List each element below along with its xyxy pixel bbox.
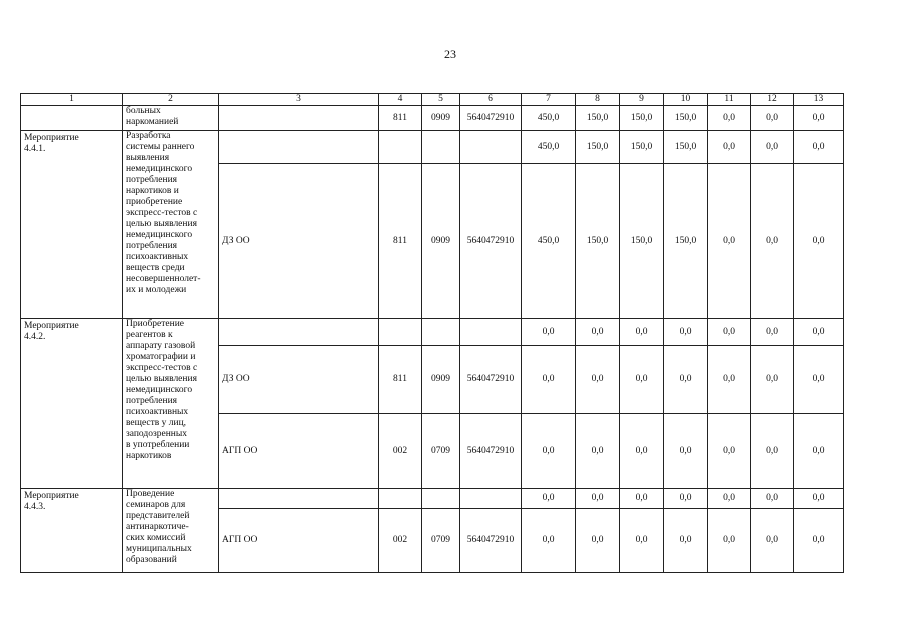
value-cell: 0,0 xyxy=(708,489,751,509)
description-cell: больных наркоманией xyxy=(123,106,219,131)
value-cell: 0,0 xyxy=(794,489,844,509)
value-cell: 0,0 xyxy=(751,131,794,164)
value-cell: 0,0 xyxy=(664,489,708,509)
description-cell: Проведение семинаров для представителей антинаркотиче- ских комиссий муниципальных образований xyxy=(123,489,219,573)
executor-cell xyxy=(219,106,379,131)
value-cell: 0,0 xyxy=(522,509,576,573)
value-cell: 0,0 xyxy=(576,319,620,346)
code-cell: 5640472910 xyxy=(460,106,522,131)
code-cell xyxy=(460,319,522,346)
value-cell: 150,0 xyxy=(620,106,664,131)
value-cell: 0,0 xyxy=(751,106,794,131)
event-cell xyxy=(21,106,123,131)
executor-cell xyxy=(219,131,379,164)
header-cell: 10 xyxy=(664,94,708,106)
event-cell: Мероприятие 4.4.1. xyxy=(21,131,123,319)
value-cell: 450,0 xyxy=(522,106,576,131)
value-cell: 0,0 xyxy=(664,346,708,414)
code-cell: 5640472910 xyxy=(460,414,522,489)
code-cell xyxy=(460,131,522,164)
code-cell xyxy=(379,489,422,509)
code-cell: 0909 xyxy=(422,106,460,131)
value-cell: 0,0 xyxy=(708,319,751,346)
executor-cell: ДЗ ОО xyxy=(219,164,379,319)
header-cell: 3 xyxy=(219,94,379,106)
value-cell: 0,0 xyxy=(620,319,664,346)
value-cell: 0,0 xyxy=(522,414,576,489)
code-cell: 0709 xyxy=(422,414,460,489)
header-cell: 13 xyxy=(794,94,844,106)
value-cell: 0,0 xyxy=(794,106,844,131)
code-cell: 0909 xyxy=(422,164,460,319)
header-cell: 11 xyxy=(708,94,751,106)
header-cell: 6 xyxy=(460,94,522,106)
executor-cell: АГП ОО xyxy=(219,509,379,573)
code-cell: 811 xyxy=(379,106,422,131)
value-cell: 0,0 xyxy=(708,414,751,489)
code-cell: 5640472910 xyxy=(460,164,522,319)
header-cell: 12 xyxy=(751,94,794,106)
value-cell: 0,0 xyxy=(708,164,751,319)
value-cell: 0,0 xyxy=(794,414,844,489)
code-cell xyxy=(379,131,422,164)
header-cell: 4 xyxy=(379,94,422,106)
value-cell: 0,0 xyxy=(751,319,794,346)
value-cell: 150,0 xyxy=(576,164,620,319)
code-cell: 002 xyxy=(379,414,422,489)
value-cell: 150,0 xyxy=(664,164,708,319)
value-cell: 0,0 xyxy=(664,319,708,346)
value-cell: 0,0 xyxy=(576,346,620,414)
code-cell xyxy=(422,319,460,346)
table-row xyxy=(21,106,844,131)
code-cell xyxy=(460,489,522,509)
event-cell: Мероприятие 4.4.2. xyxy=(21,319,123,489)
table-row xyxy=(21,319,844,346)
value-cell: 0,0 xyxy=(576,414,620,489)
value-cell: 0,0 xyxy=(522,489,576,509)
value-cell: 0,0 xyxy=(576,489,620,509)
value-cell: 0,0 xyxy=(522,319,576,346)
header-cell: 9 xyxy=(620,94,664,106)
value-cell: 0,0 xyxy=(751,346,794,414)
value-cell: 0,0 xyxy=(620,414,664,489)
value-cell: 150,0 xyxy=(620,164,664,319)
value-cell: 0,0 xyxy=(708,346,751,414)
value-cell: 0,0 xyxy=(751,509,794,573)
event-cell: Мероприятие 4.4.3. xyxy=(21,489,123,573)
value-cell: 150,0 xyxy=(664,131,708,164)
code-cell xyxy=(379,319,422,346)
value-cell: 0,0 xyxy=(522,346,576,414)
executor-cell: АГП ОО xyxy=(219,414,379,489)
code-cell: 002 xyxy=(379,509,422,573)
value-cell: 0,0 xyxy=(620,346,664,414)
value-cell: 0,0 xyxy=(794,509,844,573)
code-cell: 0709 xyxy=(422,509,460,573)
value-cell: 0,0 xyxy=(576,509,620,573)
header-cell: 5 xyxy=(422,94,460,106)
code-cell: 811 xyxy=(379,346,422,414)
value-cell: 0,0 xyxy=(794,319,844,346)
value-cell: 0,0 xyxy=(751,164,794,319)
executor-cell: ДЗ ОО xyxy=(219,346,379,414)
table-row xyxy=(21,131,844,164)
value-cell: 0,0 xyxy=(708,131,751,164)
header-cell: 2 xyxy=(123,94,219,106)
header-cell: 8 xyxy=(576,94,620,106)
header-cell: 1 xyxy=(21,94,123,106)
code-cell: 811 xyxy=(379,164,422,319)
value-cell: 150,0 xyxy=(576,106,620,131)
value-cell: 0,0 xyxy=(794,131,844,164)
value-cell: 0,0 xyxy=(664,509,708,573)
value-cell: 0,0 xyxy=(620,489,664,509)
code-cell: 5640472910 xyxy=(460,346,522,414)
budget-table xyxy=(20,93,844,573)
value-cell: 450,0 xyxy=(522,131,576,164)
value-cell: 150,0 xyxy=(620,131,664,164)
header-cell: 7 xyxy=(522,94,576,106)
value-cell: 0,0 xyxy=(751,489,794,509)
table-row xyxy=(21,489,844,509)
description-cell: Разработка системы раннего выявления немедицинского потребления наркотиков и приобретение экспресс-тестов с целью выявления немедицинского потребления психоактивных веществ среди несовершеннолет- их и молодежи xyxy=(123,131,219,319)
value-cell: 0,0 xyxy=(664,414,708,489)
executor-cell xyxy=(219,319,379,346)
page-number: 23 xyxy=(444,47,456,61)
code-cell: 5640472910 xyxy=(460,509,522,573)
value-cell: 150,0 xyxy=(576,131,620,164)
value-cell: 450,0 xyxy=(522,164,576,319)
value-cell: 0,0 xyxy=(708,106,751,131)
value-cell: 0,0 xyxy=(708,509,751,573)
value-cell: 0,0 xyxy=(751,414,794,489)
value-cell: 0,0 xyxy=(794,164,844,319)
table-header-row xyxy=(21,94,844,106)
executor-cell xyxy=(219,489,379,509)
code-cell xyxy=(422,489,460,509)
code-cell: 0909 xyxy=(422,346,460,414)
value-cell: 150,0 xyxy=(664,106,708,131)
value-cell: 0,0 xyxy=(794,346,844,414)
description-cell: Приобретение реагентов к аппарату газовой хроматографии и экспресс-тестов с целью выявления немедицинского потребления психоактивных веществ у лиц, заподозренных в употреблении наркотиков xyxy=(123,319,219,489)
code-cell xyxy=(422,131,460,164)
value-cell: 0,0 xyxy=(620,509,664,573)
